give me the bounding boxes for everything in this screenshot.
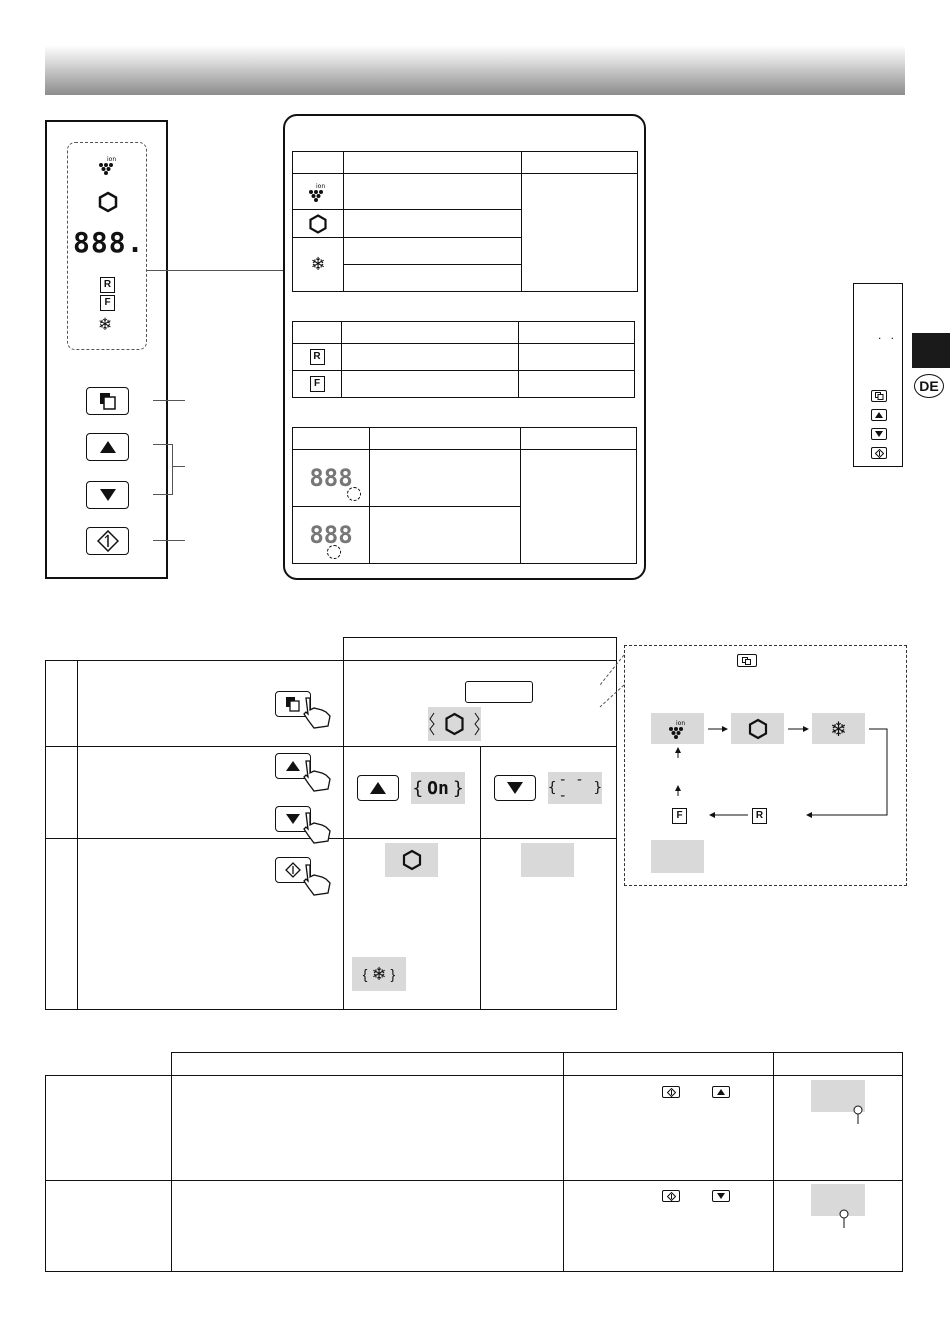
connector-line [153,494,173,495]
down-button [494,775,536,801]
lower-table-header [171,1052,903,1076]
mini-start-button [871,447,887,459]
compartment-table [292,321,635,398]
hand-press-icon [300,809,336,845]
triangle-down-icon [875,431,883,437]
svg-text:ion: ion [675,719,685,727]
start-button [662,1086,680,1098]
table-divider [480,746,481,1010]
down-button[interactable] [86,481,129,509]
start-icon [667,1192,676,1201]
on-display: { On } [411,772,465,804]
language-tab-marker [912,333,950,368]
page-header-bar [45,45,905,95]
start-icon [285,862,301,878]
table-divider [563,1052,564,1272]
triangle-down-icon [717,1193,725,1199]
triangle-up-icon [286,761,300,771]
connector-line [153,540,185,541]
lower-table [45,1075,903,1272]
flow-step-blank [651,840,704,873]
triangle-down-icon [507,782,523,794]
mini-down-button [871,428,887,440]
mini-mode-button [871,390,887,402]
triangle-up-icon [370,782,386,794]
mini-up-button [871,409,887,421]
dot-pointer-icon [838,1209,850,1229]
mode-select-icon [99,392,117,410]
flow-arrows [624,690,907,830]
connector-line [172,466,185,467]
connector-line [146,270,284,271]
hexagon-blink-display [428,707,481,741]
table-divider [773,1052,774,1272]
snowflake-icon: ❄ [371,963,387,985]
hexagon-icon [401,849,423,871]
snowflake-icon: ❄ [310,254,326,275]
f-compartment-icon: F [100,292,115,311]
table-divider [45,746,617,747]
triangle-up-icon [875,412,883,418]
seven-segment-display: 888. [73,226,145,259]
hexagon-icon [428,707,481,741]
dot-indicator [327,545,341,559]
mode-select-icon [875,392,884,400]
start-button[interactable] [86,527,129,555]
hand-press-icon [300,757,336,793]
grapes-ion-icon [307,182,329,202]
snowflake-icon: ❄ [830,716,847,741]
hexagon-display [385,843,438,877]
grapes-ion-icon [97,155,121,177]
speech-bubble [465,681,533,703]
start-icon [667,1088,676,1097]
seven-segment-display: 888 [309,521,353,549]
mode-select-button [737,654,757,667]
dot-pointer-icon [852,1105,864,1125]
up-button[interactable] [86,433,129,461]
mode-select-icon [285,696,301,712]
triangle-up-icon [99,440,117,454]
connector-bracket [172,444,173,495]
svg-text:ion: ion [107,156,117,163]
connector-line [153,400,185,401]
start-button [662,1190,680,1202]
legend-table [292,151,638,292]
f-compartment-icon: F [293,371,341,397]
svg-text:ion: ion [316,182,326,190]
snowflake-blink-display: { ❄ } [352,957,406,991]
flow-step-r: R [752,805,767,824]
triangle-down-icon [286,814,300,824]
triangle-up-icon [717,1089,725,1095]
blank-display [521,843,574,877]
r-compartment-icon: R [100,274,115,293]
hexagon-icon [308,214,328,234]
table-divider [77,660,78,1010]
down-button [712,1190,730,1202]
up-button [357,775,399,801]
table-divider [171,1075,172,1272]
triangle-down-icon [99,488,117,502]
table-divider [45,1180,903,1181]
connector-line [153,444,173,445]
up-button [712,1086,730,1098]
language-badge: DE [914,374,944,398]
display-table [292,427,637,564]
mini-dots: . . [878,328,898,342]
start-icon [875,449,884,458]
hand-press-icon [300,694,336,730]
mode-select-button[interactable] [86,387,129,415]
hexagon-icon [97,191,119,213]
mode-select-icon [742,657,752,665]
mini-control-panel [853,283,903,467]
off-display: { - - - } [548,772,602,804]
flow-step-f: F [672,805,687,824]
seven-segment-display: 888 [309,464,353,492]
start-icon [97,530,119,552]
snowflake-icon: ❄ [98,315,113,335]
hand-press-icon [300,861,336,897]
operation-table-header [343,637,617,661]
control-panel [45,120,168,579]
dot-indicator [347,487,361,501]
r-compartment-icon: R [293,344,341,370]
table-divider [343,660,344,1010]
